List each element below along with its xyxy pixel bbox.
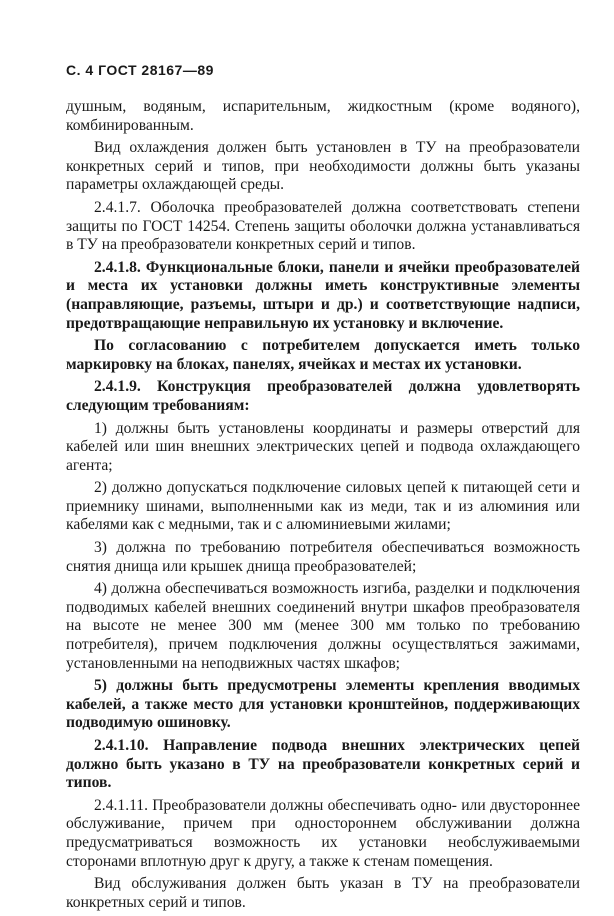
paragraph-clause-2-4-1-7: 2.4.1.7. Оболочка преобразователей должна соответствовать степени защиты по ГОСТ 14254. Степень защиты оболочки должна устанавливаться в ТУ на преобразователи конкретных серий и типов. xyxy=(66,198,580,254)
paragraph-clause-2-4-1-10: 2.4.1.10. Направление подвода внешних электрических цепей должно быть указано в ТУ на преобразователи конкретных серий и типов. xyxy=(66,737,580,792)
running-head: С. 4 ГОСТ 28167—89 xyxy=(66,62,214,78)
paragraph-clause-2-4-1-9: 2.4.1.9. Конструкция преобразователей должна удовлетворять следующим требованиям: xyxy=(66,378,580,414)
paragraph-2: Вид охлаждения должен быть установлен в ТУ на преобразователи конкретных серий и типов, при необходимости должны быть указаны параметры охлаждающей среды. xyxy=(66,139,580,194)
list-item-2: 2) должно допускаться подключение силовых цепей к питающей сети и приемнику шинами, выполненными как из меди, так и из алюминия или кабелями как с медными, так и с алюминиевыми жилами; xyxy=(66,479,580,534)
paragraph-1: душным, водяным, испарительным, жидкостным (кроме водяного), комбинированным. xyxy=(66,98,580,134)
list-item-4: 4) должна обеспечиваться возможность изгиба, разделки и подключения подводимых кабелей внешних соединений внутри шкафов преобразователя на высоте не менее 300 мм (менее 300 мм только по требованию потребителя), причем подключения должны осуществляться зажимами, установленными на неподвижных частях шкафов; xyxy=(66,580,580,672)
paragraph-clause-2-4-1-11: 2.4.1.11. Преобразователи должны обеспечивать одно- или двустороннее обслуживание, причем при одностороннем обслуживании должна предусматриваться возможность их установки необслуживаемыми сторонами вплотную друг к другу, а также к стенам помещения. xyxy=(66,796,580,870)
paragraph-clause-2-4-1-8: 2.4.1.8. Функциональные блоки, панели и ячейки преобразователей и места их установки должны иметь конструктивные элементы (направляющие, разъемы, штыри и др.) и соответствующие надписи, предотвращающие неправильную их установку и включение. xyxy=(66,258,580,332)
document-body xyxy=(66,98,580,916)
list-item-5: 5) должны быть предусмотрены элементы крепления вводимых кабелей, а также место для установки кронштейнов, поддерживающих подводимую ошиновку. xyxy=(66,677,580,732)
paragraph-service-type: Вид обслуживания должен быть указан в ТУ на преобразователи конкретных серий и типов. xyxy=(66,875,580,911)
paragraph-marking-agreement: По согласованию с потребителем допускается иметь только маркировку на блоках, панелях, ячейках и местах их установки. xyxy=(66,337,580,373)
list-item-3: 3) должна по требованию потребителя обеспечиваться возможность снятия днища или крышек днища преобразователей; xyxy=(66,539,580,575)
list-item-1: 1) должны быть установлены координаты и размеры отверстий для кабелей или шин внешних электрических цепей и подвода охлаждающего агента; xyxy=(66,419,580,474)
